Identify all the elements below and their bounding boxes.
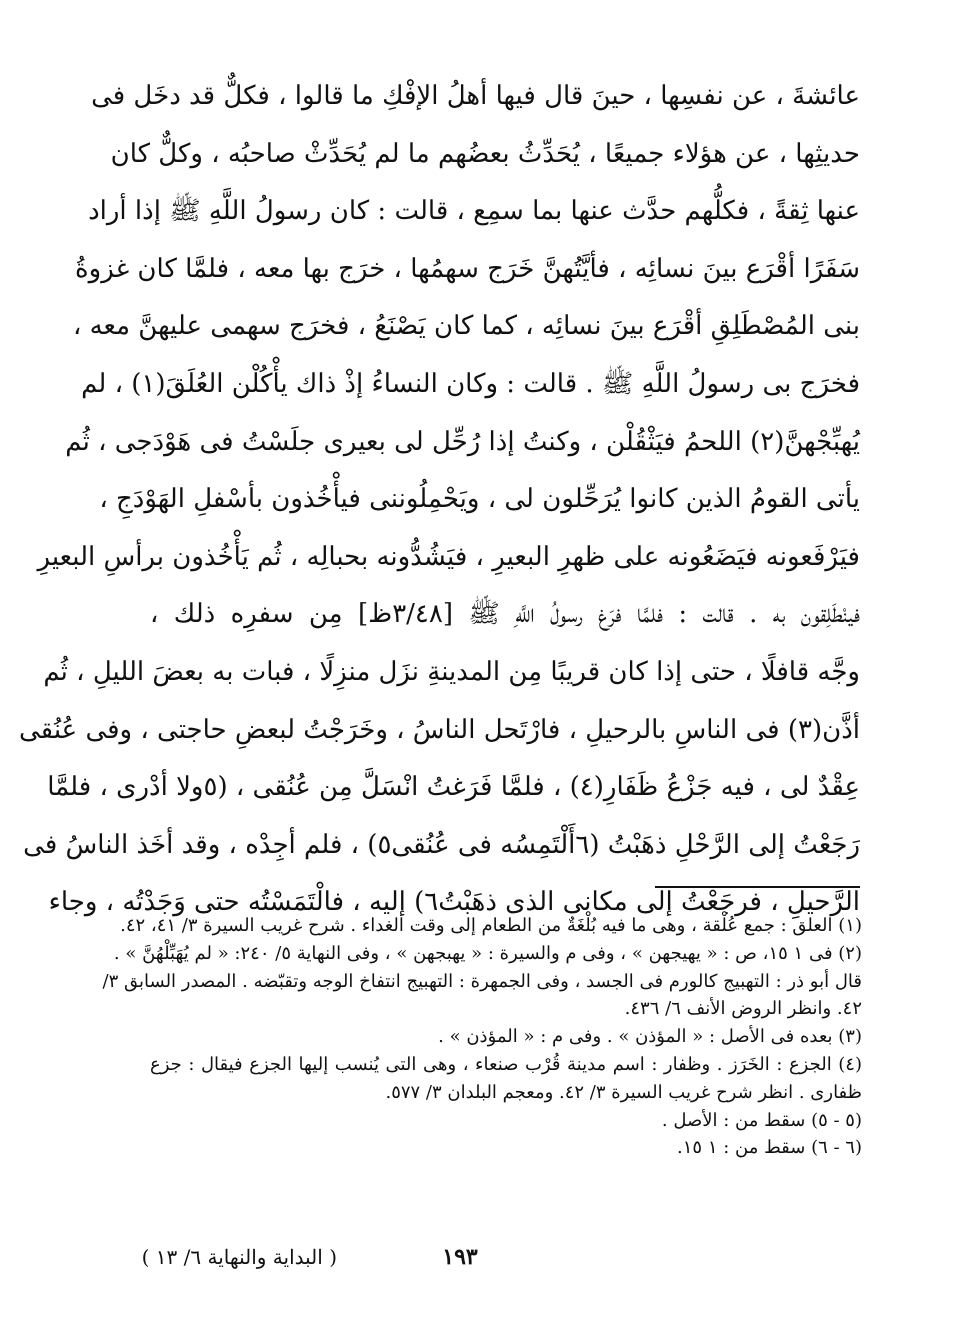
footnote: (٥ - ٥) سقط من : الأصل . (661, 1109, 862, 1131)
text-line: عِقْدٌ لى ، فيه جَزْعُ ظَفَارِ(٤) ، فلمَّا فَرَغتُ انْسَلَّ مِن عُنُقى ، (٥ولا أدْرى ، فلمَّا (47, 772, 860, 803)
text-line: بنى المُصْطَلِقِ أقْرَع بينَ نسائِه ، كما كان يَصْنَعُ ، فخرَج سهمى عليهنَّ معه ، (72, 311, 860, 342)
footnote: (١) العلق : جمع عُلْقة ، وهى ما فيه بُلْغَةٌ من الطعام إلى وقت الغداء . شرح غريب السيرة ٣/ ٤١، ٤٢. (120, 915, 862, 936)
footnote: قال أبو ذر : التهبيج كالورم فى الجسد ، وفى الجمهرة : التهبيج انتفاخ الوجه وتقبّضه . المصدر السابق ٣/ (102, 970, 862, 992)
text-line: سَفَرًا أقْرَع بينَ نسائِه ، فأيَّتُهنَّ خَرَج سهمُها ، خرَج بها معه ، فلمَّا كان غزوةُ (75, 253, 860, 284)
footnote: (٣) بعده فى الأصل : « المؤذن » . وفى م : « المؤذن » . (438, 1026, 862, 1048)
footnote-divider (655, 886, 860, 888)
footnote: (٦ - ٦) سقط من : ١ ١٥. (677, 1137, 862, 1159)
text-line: عائشةَ ، عن نفسِها ، حينَ قال فيها أهلُ الإفْكِ ما قالوا ، فكلٌّ قد دخَل فى (91, 81, 860, 111)
text-line: فينْطَلِقون به . قالت : فلمَّا فرَغ رسولُ اللَّهِ ﷺ [٣/٤٨ظ] مِن سفرِه ذلك ، (150, 599, 860, 630)
text-line: أذَّن(٣) فى الناسِ بالرحيلِ ، فارْتَحل الناسُ ، وخَرَجْتُ لبعضِ حاجتى ، وفى عُنُقى (19, 714, 860, 745)
text-line: حديثِها ، عن هؤلاء جميعًا ، يُحَدِّثُ بعضُهم ما لم يُحَدِّثْ صاحبُه ، وكلٌّ كان (110, 138, 860, 169)
text-line: فيَرْفَعونه فيَضَعُونه على ظهرِ البعيرِ ، فيَشُدُّونه بحبالِه ، ثُم يَأْخُذون برأسِ البعيرِ (37, 541, 860, 572)
footnotes (102, 912, 862, 1162)
page-footer (141, 1237, 862, 1277)
text-line: يُهبِّجْهنَّ(٢) اللحمُ فيَثْقُلْن ، وكنتُ إذا رُحِّل لى بعيرى جلَسْتُ فى هَوْدَجى ، ثُم (65, 426, 860, 457)
text-line: رَجَعْتُ إلى الرَّحْلِ ذهَبْتُ (٦أَلْتَمِسُه فى عُنُقى٥) ، فلم أجِدْه ، وقد أخَذ الناسُ فى (23, 829, 860, 860)
text-line: يأتى القومُ الذين كانوا يُرَحِّلون لى ، ويَحْمِلُوننى فيأْخُذون بأسْفلِ الهَوْدَجِ ، (99, 484, 860, 515)
source-reference: ( البداية والنهاية ٦/ ١٣ ) (141, 1245, 337, 1269)
footnote: (٤) الجزع : الخَرَز . وظفار : اسم مدينة قُرْب صنعاء ، وهى التى يُنسب إليها الجزع فيقال : جزع (150, 1053, 862, 1075)
main-text (19, 68, 860, 932)
footnote: (٢) فى ١ ١٥، ص : « يهيجهن » ، وفى م والسيرة : « يهبجهن » ، وفى النهاية ٥/ ٢٤٠: « لم يُهَبِّلْهُنَّ » . (113, 942, 862, 964)
page-number: ١٩٣ (442, 1244, 478, 1270)
text-line: الرَّحيلِ ، فرجَعْتُ إلى مكانى الذى ذهَبْتُ٦) إليه ، فالْتَمَسْتُه حتى وَجَدْتُه ، وجاء (48, 887, 860, 918)
text-line: فخرَج بى رسولُ اللَّهِ ﷺ . قالت : وكان النساءُ إذْ ذاك يأْكُلْن العُلَقَ(١) ، لم (81, 368, 860, 399)
text-line: عنها ثِقةً ، فكلُّهم حدَّث عنها بما سمِع ، قالت : كان رسولُ اللَّهِ ﷺ إذا أراد (88, 196, 860, 227)
text-line: وجَّه قافلًا ، حتى إذا كان قريبًا مِن المدينةِ نزَل منزِلًا ، فبات به بعضَ الليلِ ، ثُم (43, 656, 860, 687)
footnote: ظفارى . انظر شرح غريب السيرة ٣/ ٤٢. ومعجم البلدان ٣/ ٥٧٧. (385, 1081, 862, 1103)
footnote: ٤٢. وانظر الروض الأنف ٦/ ٤٣٦. (624, 998, 862, 1020)
